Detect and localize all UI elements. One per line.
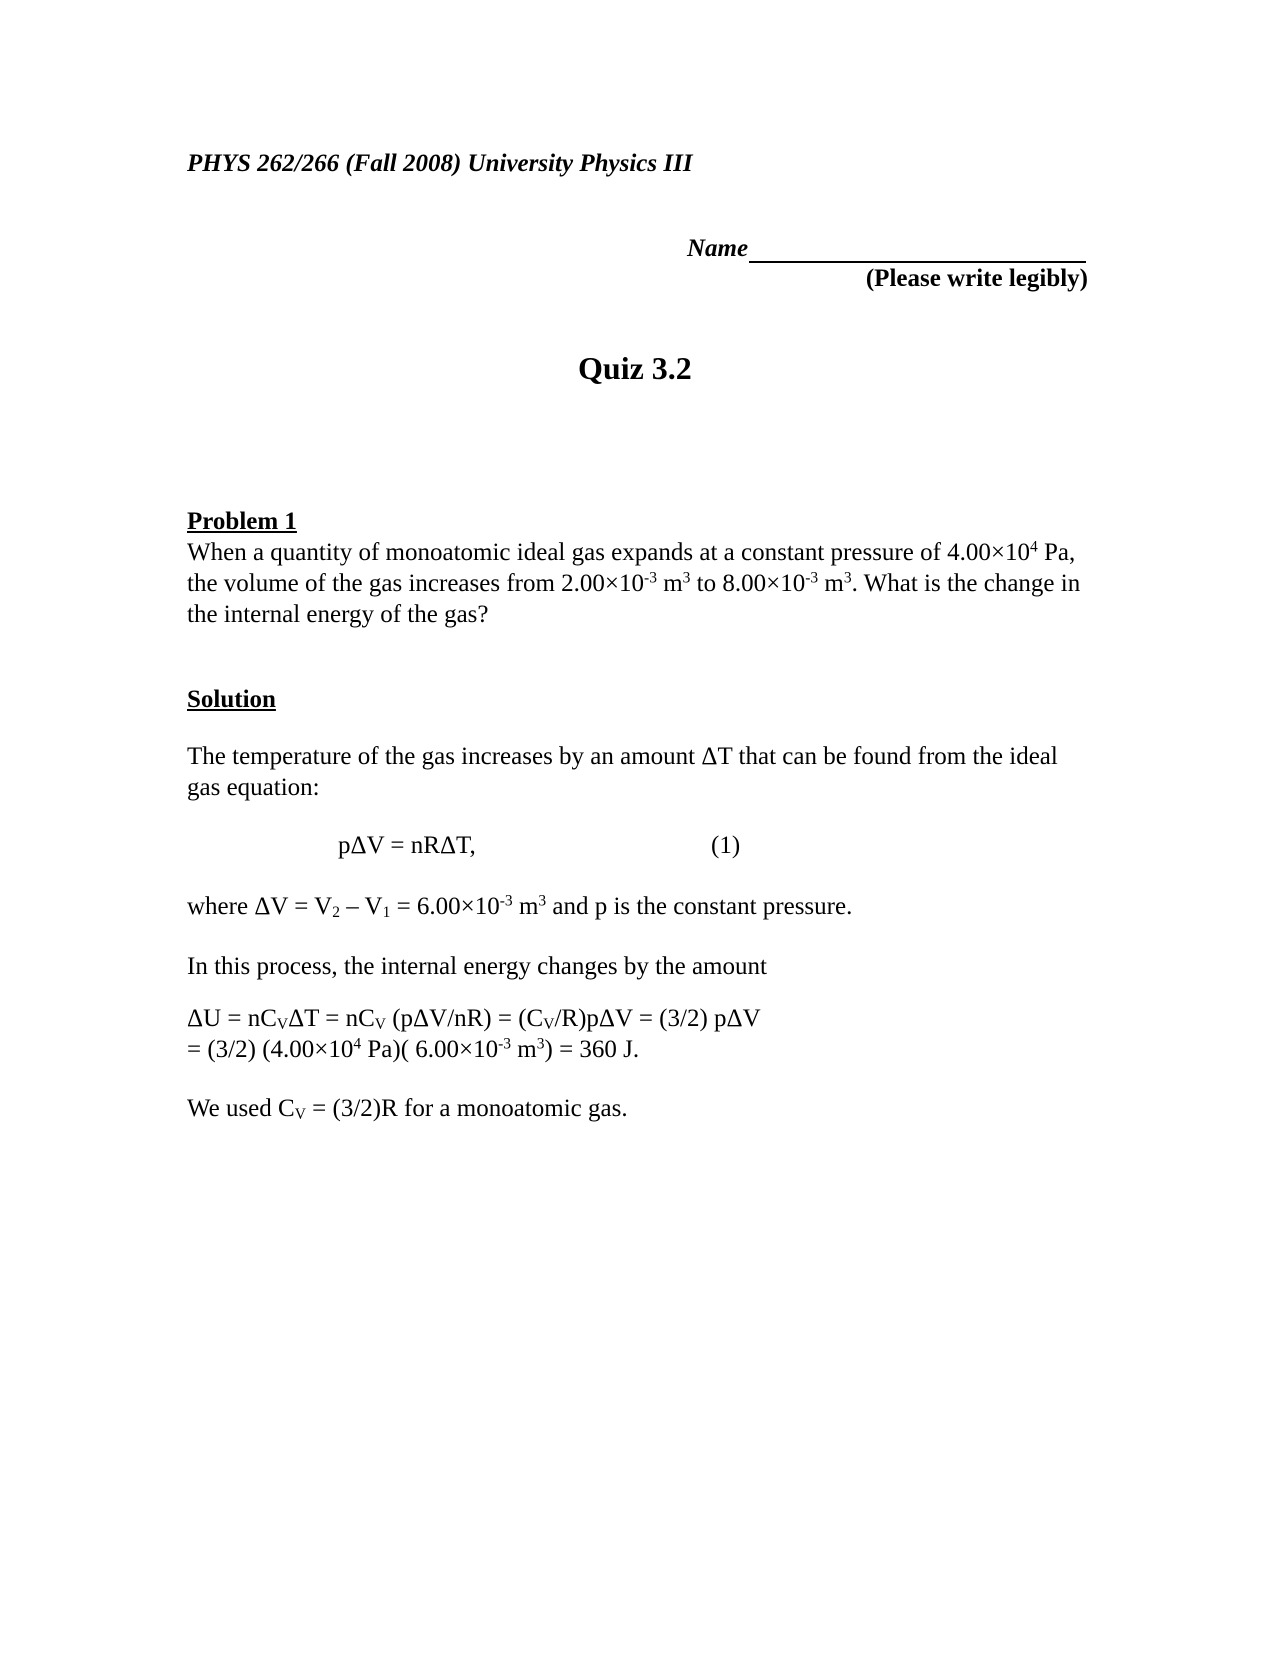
internal-energy-equation-line2: = (3/2) ($4.00\times 10^4$ Pa)( $6.00\times 10^{-3}$ $m^3) = 360$ J. [187,1035,640,1063]
problem-text: When a quantity of monoatomic ideal gas expands at a constant pressure of $4.00\times 10^4$ Pa, the volume of the gas increases from $2.00\times 10^{-3}$ $m^3$ to $8.00\times 10^{-3}$ $m^3$. What is the change in the internal energy of the gas? [187,538,1081,628]
equation-number: (1) [711,832,741,859]
quiz-title: Quiz 3.2 [578,350,692,386]
name-field [687,235,1086,263]
internal-energy-equation-line1: $\Delta U = nC_V\Delta T = nC_V$ $(p\Delta V/nR) = (C_V/R)p\Delta V = (3/2)$ pΔV [187,1005,761,1034]
process-text: In this process, the internal energy changes by the amount [187,953,767,980]
solution-intro: The temperature of the gas increases by an amount ΔT that can be found from the ideal gas equation: [187,743,1058,801]
cv-note: We used $C_V = (3/2)R$ for a monoatomic gas. [187,1095,628,1124]
name-blank-line [749,237,1086,263]
course-title: PHYS 262/266 (Fall 2008) University Physics III [187,150,693,177]
solution-heading: Solution [187,686,276,713]
delta-v-definition: where $\Delta V = V_2 - V_1 = 6.00\times 10^{-3}$ $m^3$ and p is the constant pressure. [187,892,853,922]
legibly-note: (Please write legibly) [865,265,1088,292]
ideal-gas-equation: pΔV = nRΔT, [338,832,476,859]
problem-heading: Problem 1 [187,508,297,535]
name-label: Name [687,235,749,262]
